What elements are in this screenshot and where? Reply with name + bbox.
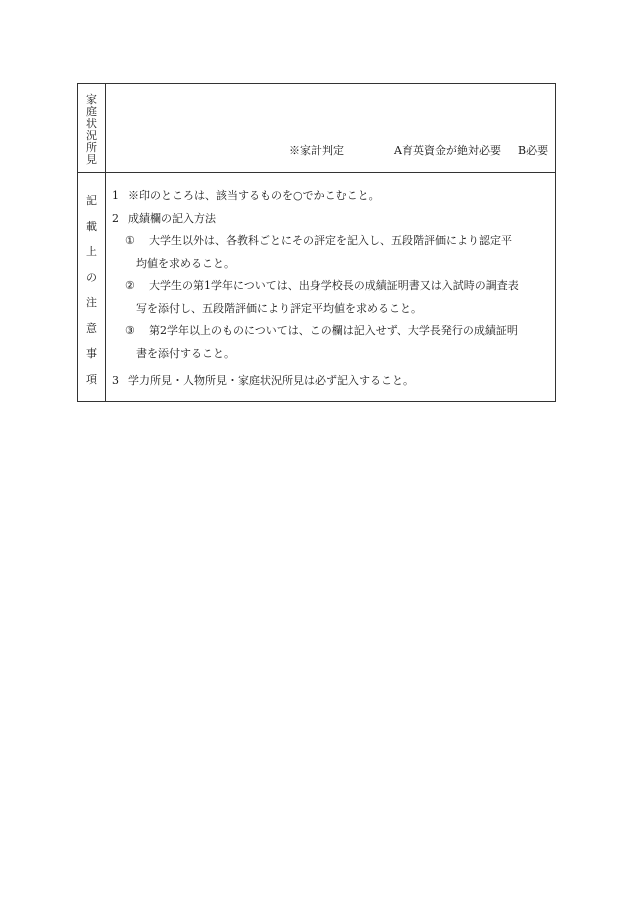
family-status-entry-cell[interactable]: [106, 84, 556, 173]
family-status-label-cell: [78, 84, 106, 173]
label-char: 状: [86, 117, 97, 130]
label-char: 庭: [86, 105, 97, 118]
subitem-continuation: 写を添付し、五段階評価により評定平均値を求めること。: [136, 301, 422, 315]
notes-label-cell: [78, 173, 106, 402]
label-char: 記: [86, 194, 97, 207]
subitem-continuation: 均値を求めること。: [136, 256, 235, 270]
subitem-number: ③: [125, 324, 135, 337]
note-number: 3: [112, 374, 119, 387]
note-item: [112, 370, 549, 393]
note-number: 1: [112, 189, 119, 202]
label-char: 見: [86, 153, 97, 166]
subitem-text: 第2学年以上のものについては、この欄は記入せず、大学長発行の成績証明: [149, 324, 518, 337]
label-char: 家: [86, 93, 97, 106]
label-char: 事: [86, 347, 97, 360]
subitem-text: 大学生以外は、各教科ごとにその評定を記入し、五段階評価により認定平: [149, 234, 512, 247]
family-status-row: [78, 84, 556, 173]
family-status-label: [78, 94, 105, 166]
note-subitem: [112, 230, 549, 253]
notes-content-cell: [106, 173, 556, 402]
note-subitem: [112, 275, 549, 298]
label-char: 載: [86, 219, 97, 233]
assessment-label: ※家計判定: [289, 144, 344, 157]
notes-row: [78, 173, 556, 402]
assessment-option-a[interactable]: A育英資金が絶対必要: [394, 144, 501, 157]
note-text: 成績欄の記入方法: [128, 211, 216, 225]
label-char: 注: [86, 296, 97, 309]
subitem-continuation: 書を添付すること。: [136, 346, 235, 360]
subitem-number: ①: [125, 234, 135, 247]
form-table: [77, 83, 556, 402]
note-number: 2: [112, 211, 119, 225]
note-text: ※印のところは、該当するものを○でかこむこと。: [128, 189, 380, 202]
label-char: 所: [86, 141, 97, 154]
note-item: [112, 208, 549, 231]
note-text: 学力所見・人物所見・家庭状況所見は必ず記入すること。: [128, 374, 414, 387]
notes-label: [78, 195, 105, 399]
subitem-number: ②: [125, 279, 135, 292]
notes-list: [112, 185, 549, 393]
label-char: 意: [86, 321, 97, 335]
label-char: 項: [86, 372, 97, 386]
household-assessment: [106, 144, 555, 158]
note-item: [112, 185, 549, 208]
label-char: 況: [86, 129, 97, 142]
label-char: の: [86, 270, 97, 284]
assessment-option-b[interactable]: B必要: [518, 144, 549, 157]
label-char: 上: [86, 245, 97, 258]
note-subitem: [112, 320, 549, 343]
subitem-text: 大学生の第1学年については、出身学校長の成績証明書又は入試時の調査表: [149, 279, 519, 292]
